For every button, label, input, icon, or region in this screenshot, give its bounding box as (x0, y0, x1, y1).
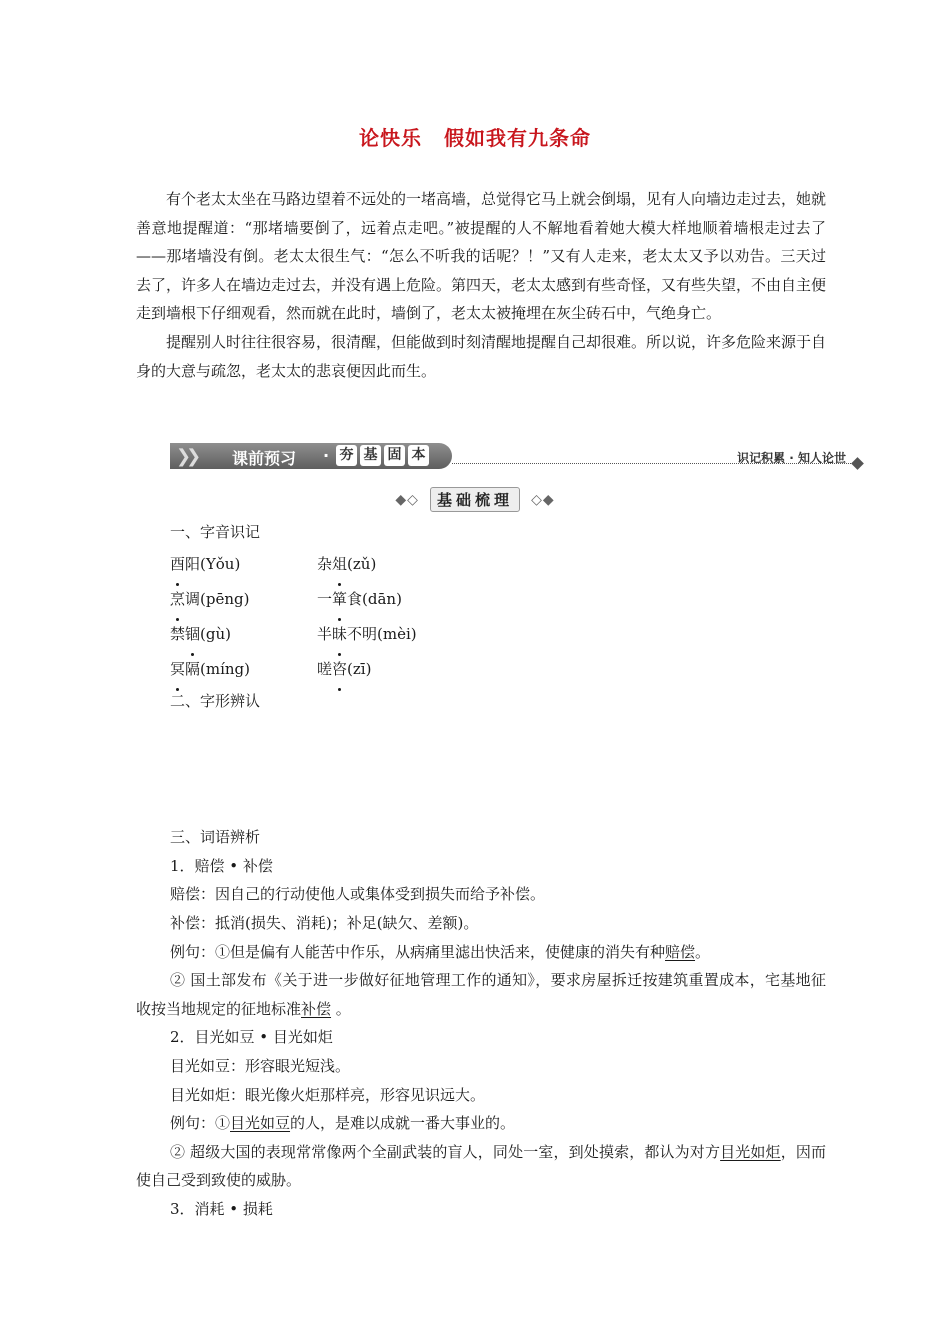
dotted-char: 咨 (332, 652, 347, 687)
intro-paragraph-2: 提醒别人时往往很容易，很清醒，但能做到时刻清醒地提醒自己却很难。所以说，许多危险来源于自身的大意与疏忽，老太太的悲哀便因此而生。 (136, 332, 827, 380)
example-text: 。 (331, 999, 351, 1018)
item-1-def-1: 赔偿：因自己的行动使他人或集体受到损失而给予补偿。 (170, 885, 546, 904)
pron-text: 一 (317, 589, 333, 608)
dotted-char: 冥 (170, 652, 185, 687)
item-1-title: 1．赔偿 • 补偿 (170, 856, 273, 875)
banner-separator: · (323, 446, 330, 465)
pron-text: 不明(mèi) (347, 624, 417, 643)
double-chevron-icon: ❯❯ (176, 446, 197, 467)
dotted-char: 锢 (185, 617, 200, 652)
dotted-char: 酉 (170, 547, 185, 582)
example-text: ，因而使自己受到致使的威胁。 (136, 1142, 826, 1190)
s2-heading: 二、字形辨认 (170, 691, 261, 710)
banner-right-label: 识记积累 · 知人论世 (737, 451, 846, 465)
pronunciation-row (136, 582, 826, 617)
title-part-1: 论快乐 (359, 126, 422, 150)
diamond-decoration-left-icon: ◆◇ (395, 491, 419, 508)
item-2-def-1: 目光如豆：形容眼光短浅。 (170, 1056, 351, 1075)
pron-text: (zī) (347, 659, 372, 678)
dotted-char: 俎 (332, 547, 347, 582)
item-1-example-1 (136, 938, 826, 967)
pron-text: 阳(Yǒu) (185, 554, 241, 573)
example-text: ② 超级大国的表现常常像两个全副武装的盲人，同处一室，到处摸索，都认为对方 (170, 1142, 721, 1161)
document-title (0, 122, 950, 151)
banner-label: 课前预习 (232, 449, 297, 468)
pronunciation-row (136, 652, 826, 687)
item-2-example-2 (136, 1138, 826, 1195)
section-title-label: 基础梳理 (430, 487, 520, 512)
pron-text: 嗟 (317, 659, 333, 678)
item-1-def-2: 补偿：抵消(损失、消耗)；补足(缺欠、差额)。 (170, 913, 479, 932)
pron-text: 半 (317, 624, 333, 643)
pron-text: (zǔ) (347, 554, 377, 573)
example-text: ② 国土部发布《关于进一步做好征地管理工作的通知》，要求房屋拆迁按建筑重置成本，宅基地征收按当地规定的征地标准 (136, 971, 826, 1018)
s1-heading: 一、字音识记 (170, 523, 261, 541)
diamond-decoration-right-icon: ◇◆ (531, 491, 555, 508)
example-text: 的人，是难以成就一番大事业的。 (290, 1114, 516, 1133)
banner-box-4: 本 (408, 445, 429, 466)
pron-text: 禁 (170, 624, 186, 643)
banner-boxes (336, 445, 432, 466)
item-1-example-2 (136, 966, 826, 1023)
example-text: 例句：①但是偏有人能苦中作乐，从病痛里滤出快活来，使健康的消失有种 (170, 942, 666, 961)
content-body (136, 518, 826, 1224)
title-part-2: 假如我有九条命 (444, 126, 591, 150)
underlined-word: 目光如炬 (720, 1142, 781, 1161)
dotted-char: 昧 (332, 617, 347, 652)
item-2-example-1 (136, 1109, 826, 1138)
section-title (0, 487, 950, 511)
banner-box-2: 基 (360, 445, 381, 466)
underlined-word: 目光如豆 (230, 1114, 291, 1133)
pronunciation-row (136, 547, 826, 582)
pronunciation-row (136, 617, 826, 652)
intro-passage (136, 185, 826, 385)
dotted-char: 烹 (170, 582, 185, 617)
pron-text: 隔(míng) (185, 659, 251, 678)
banner-box-3: 固 (384, 445, 405, 466)
diamond-icon (851, 457, 864, 470)
example-text: 例句：① (170, 1114, 231, 1133)
item-3-title: 3．消耗 • 损耗 (170, 1199, 273, 1218)
banner-box-1: 夯 (336, 445, 357, 466)
item-2-title: 2．目光如豆 • 目光如炬 (170, 1028, 333, 1047)
item-2-def-2: 目光如炬：眼光像火炬那样亮，形容见识远大。 (170, 1085, 486, 1104)
dotted-char: 箪 (332, 582, 347, 617)
intro-paragraph-1: 有个老太太坐在马路边望着不远处的一堵高墙，总觉得它马上就会倒塌，见有人向墙边走过去，她就善意地提醒道：“那堵墙要倒了，远着点走吧。”被提醒的人不解地看着她大模大样地顺着墙根走过去了——那堵墙没有倒。老太太很生气：“怎么不听我的话呢？！”又有人走来，老太太又予以劝告。三天过去了，许多人在墙边走过去，并没有遇上危险。第四天，老太太感到有些奇怪，又有些失望，不由自主便走到墙根下仔细观看，然而就在此时，墙倒了，老太太被掩埋在灰尘砖石中，气绝身亡。 (136, 190, 827, 323)
example-text: 。 (695, 942, 711, 961)
s3-heading: 三、词语辨析 (170, 828, 261, 847)
section-banner (170, 443, 862, 469)
pron-text: 食(dān) (347, 589, 402, 608)
pron-text: 杂 (317, 554, 333, 573)
pron-text: 调(pēng) (185, 589, 250, 608)
blank-space (136, 715, 826, 823)
pron-text: (gù) (200, 624, 231, 643)
underlined-word: 赔偿 (665, 942, 696, 961)
underlined-word: 补偿 (301, 999, 332, 1018)
